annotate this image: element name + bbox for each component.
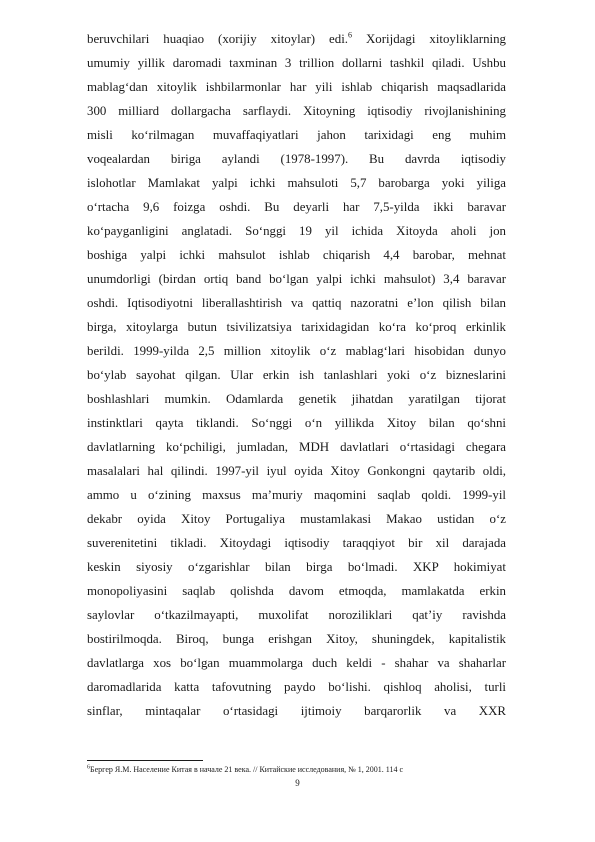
- text-line-11: unumdorligi (birdan ortiq band bo‘lgan yalpi ichki mahsulot) 3,4 baravar: [87, 272, 506, 286]
- text-line-29: sinflar, mintaqalar o‘rtasidagi ijtimoiy barqarorlik va XXR: [87, 704, 506, 718]
- text-line-14: berildi. 1999-yilda 2,5 million xitoylik o‘z mablag‘lari hisobidan dunyo: [87, 344, 506, 358]
- text-line-25: saylovlar o‘tkazilmayapti, muxolifat noroziliklari qat’iy ravishda: [87, 608, 506, 622]
- text-line-1-head: beruvchilari huaqiao (xorijiy xitoylar) edi.: [87, 32, 349, 46]
- text-line-1-tail: Xorijdagi xitoyliklarning: [352, 32, 506, 46]
- text-line-12: oshdi. Iqtisodiyotni liberallashtirish va qattiq nazoratni e’lon qilish bilan: [87, 296, 506, 310]
- text-line-9: ko‘payganligini anglatadi. So‘nggi 19 yil ichida Xitoyda aholi jon: [87, 224, 506, 238]
- text-line-28: daromadlarida katta tafovutning paydo bo‘lishi. qishloq aholisi, turli: [87, 680, 506, 694]
- text-line-21: dekabr oyida Xitoy Portugaliya mustamlakasi Makao ustidan o‘z: [87, 512, 506, 526]
- text-line-8: o‘rtacha 9,6 foizga oshdi. Bu deyarli har 7,5-yilda ikki baravar: [87, 200, 506, 214]
- text-line-23: keskin siyosiy o‘zgarishlar bilan birga bo‘lmadi. XKP hokimiyat: [87, 560, 506, 574]
- text-line-7: islohotlar Mamlakat yalpi ichki mahsuloti 5,7 barobarga yoki yiliga: [87, 176, 506, 190]
- text-line-2: umumiy yillik daromadi taxminan 3 trillion dollarni tashkil qiladi. Ushbu: [87, 56, 506, 70]
- text-line-15: bo‘ylab sayohat qilgan. Ular erkin ish tanlashlari yoki o‘z bizneslarini: [87, 368, 506, 382]
- text-line-22: suverenitetini tikladi. Xitoydagi iqtisodiy taraqqiyot bir xil darajada: [87, 536, 506, 550]
- text-line-24: monopoliyasini saqlab qolishda davom etmoqda, mamlakatda erkin: [87, 584, 506, 598]
- page-number: 9: [295, 778, 300, 788]
- text-line-27: davlatlarga xos bo‘lgan muammolarga duch keldi - shahar va shaharlar: [87, 656, 506, 670]
- footnote-text: Бергер Я.М. Население Китая в начале 21 века. // Китайские исследования, № 1, 2001. 114 с: [90, 765, 404, 774]
- footnote-reference: 6: [348, 30, 353, 40]
- text-line-20: ammo u o‘zining maxsus ma’muriy maqomini saqlab qoldi. 1999-yil: [87, 488, 506, 502]
- footnote: [87, 764, 527, 775]
- text-line-3: mablag‘dan xitoylik ishbilarmonlar har yili ishlab chiqarish maqsadlarida: [87, 80, 506, 94]
- text-line-4: 300 milliard dollargacha sarflaydi. Xitoyning iqtisodiy rivojlanishining: [87, 104, 506, 118]
- text-line-10: boshiga yalpi ichki mahsulot ishlab chiqarish 4,4 barobar, mehnat: [87, 248, 506, 262]
- text-line-19: masalalari hal qilindi. 1997-yil iyul oyida Xitoy Gonkongni qaytarib oldi,: [87, 464, 506, 478]
- text-line-26: bostirilmoqda. Biroq, bunga erishgan Xitoy, shuningdek, kapitalistik: [87, 632, 506, 646]
- text-line-17: instinktlari qayta tiklandi. So‘nggi o‘n yillikda Xitoy bilan qo‘shni: [87, 416, 506, 430]
- text-line-16: boshlashlari mumkin. Odamlarda genetik jihatdan yaratilgan tijorat: [87, 392, 506, 406]
- text-line-18: davlatlarning ko‘pchiligi, jumladan, MDH davlatlari o‘rtasidagi chegara: [87, 440, 506, 454]
- text-line-13: birga, xitoylarga butun tsivilizatsiya tarixidagidan ko‘ra ko‘proq erkinlik: [87, 320, 506, 334]
- text-line-5: misli ko‘rilmagan muvaffaqiyatlari jahon tarixidagi eng muhim: [87, 128, 506, 142]
- text-line-1: [87, 29, 506, 49]
- footnote-divider: [87, 760, 203, 761]
- text-line-6: voqealardan biriga aylandi (1978-1997). Bu davrda iqtisodiy: [87, 152, 506, 166]
- footnote-marker: 6: [87, 764, 90, 771]
